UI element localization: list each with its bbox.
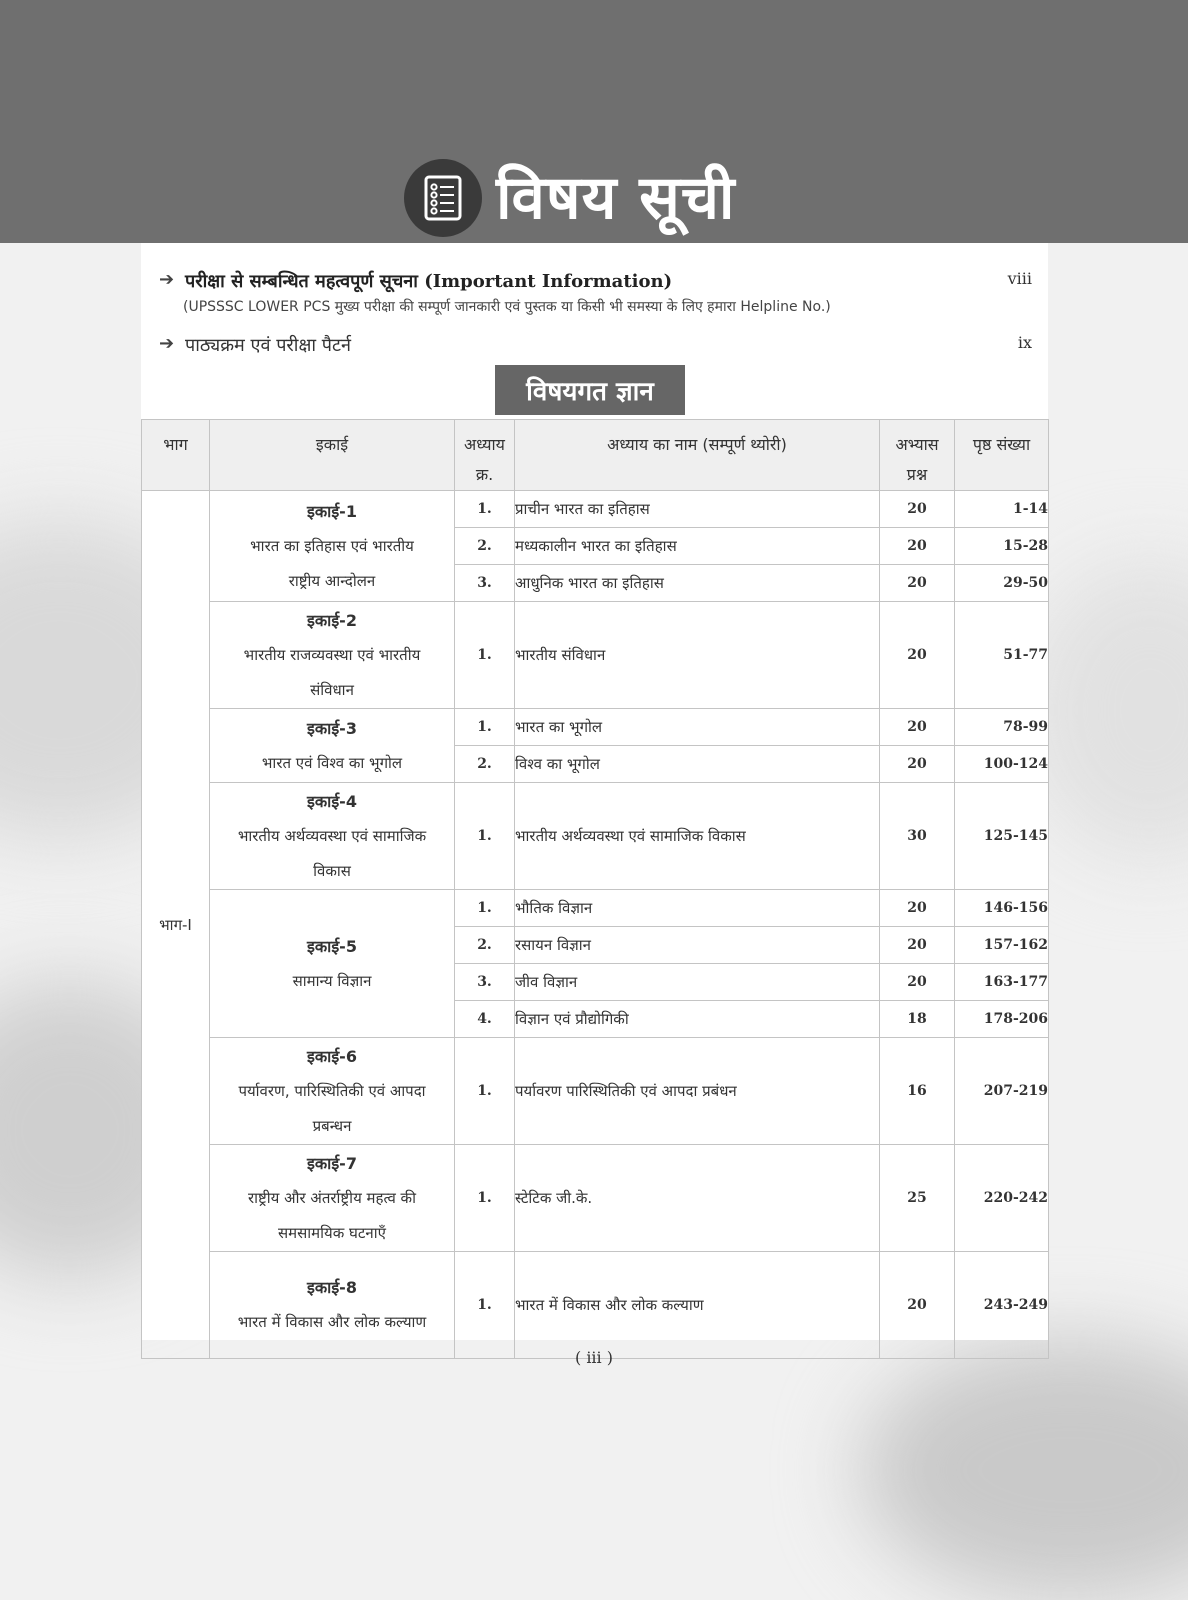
question-count: 20 bbox=[880, 528, 955, 565]
unit-cell bbox=[210, 890, 455, 1038]
chapter-name: मध्यकालीन भारत का इतिहास bbox=[515, 528, 880, 565]
info-page-number: ix bbox=[1017, 333, 1032, 352]
table-row bbox=[142, 1252, 1049, 1359]
unit-cell bbox=[210, 1145, 455, 1252]
page-range: 220-242 bbox=[955, 1145, 1049, 1252]
table-row bbox=[142, 783, 1049, 890]
col-header-questions: अभ्यास प्रश्न bbox=[880, 420, 955, 491]
unit-name: इकाई-2 bbox=[307, 610, 357, 630]
question-count: 20 bbox=[880, 565, 955, 602]
chapter-number: 1. bbox=[455, 602, 515, 709]
col-header-unit: इकाई bbox=[210, 420, 455, 491]
bhag-cell: भाग-I bbox=[142, 491, 210, 1359]
chapter-number: 2. bbox=[455, 746, 515, 783]
page-range: 125-145 bbox=[955, 783, 1049, 890]
unit-name: इकाई-6 bbox=[307, 1046, 357, 1066]
chapter-name: भारतीय संविधान bbox=[515, 602, 880, 709]
unit-title-line: समसामयिक घटनाएँ bbox=[278, 1223, 386, 1242]
chapter-number: 1. bbox=[455, 1145, 515, 1252]
question-count: 20 bbox=[880, 746, 955, 783]
page-range: 243-249 bbox=[955, 1252, 1049, 1359]
table-row bbox=[142, 602, 1049, 709]
page-range: 157-162 bbox=[955, 927, 1049, 964]
unit-name: इकाई-8 bbox=[307, 1278, 357, 1297]
info-page-number: viii bbox=[1007, 269, 1032, 288]
question-count: 20 bbox=[880, 964, 955, 1001]
table-row bbox=[142, 890, 1049, 927]
chapter-number: 1. bbox=[455, 491, 515, 528]
table-row bbox=[142, 1145, 1049, 1252]
col-header-chapter-no: अध्याय क्र. bbox=[455, 420, 515, 491]
unit-cell bbox=[210, 1252, 455, 1359]
question-count: 20 bbox=[880, 491, 955, 528]
unit-name: इकाई-3 bbox=[307, 718, 357, 738]
unit-title-line: भारत का इतिहास एवं भारतीय bbox=[250, 536, 414, 555]
col-header-bhag: भाग bbox=[142, 420, 210, 491]
chapter-number: 1. bbox=[455, 783, 515, 890]
list-document-icon bbox=[404, 159, 482, 237]
unit-title-line: राष्ट्रीय आन्दोलन bbox=[288, 571, 376, 590]
chapter-number: 1. bbox=[455, 890, 515, 927]
chapter-number: 4. bbox=[455, 1001, 515, 1038]
chapter-name: स्टेटिक जी.के. bbox=[515, 1145, 880, 1252]
chapter-name: विश्व का भूगोल bbox=[515, 746, 880, 783]
page-range: 100-124 bbox=[955, 746, 1049, 783]
table-row bbox=[142, 709, 1049, 746]
unit-name: इकाई-1 bbox=[307, 501, 357, 521]
unit-title-line: संविधान bbox=[310, 680, 354, 699]
page-range: 29-50 bbox=[955, 565, 1049, 602]
unit-name: इकाई-7 bbox=[307, 1153, 357, 1173]
title-block bbox=[404, 156, 735, 240]
unit-title-line: विकास bbox=[313, 861, 351, 880]
unit-title-line: पर्यावरण, पारिस्थितिकी एवं आपदा bbox=[238, 1081, 426, 1100]
question-count: 20 bbox=[880, 1252, 955, 1359]
unit-name: इकाई-5 bbox=[307, 936, 357, 956]
question-count: 20 bbox=[880, 709, 955, 746]
chapter-number: 3. bbox=[455, 565, 515, 602]
page-range: 78-99 bbox=[955, 709, 1049, 746]
page-range: 163-177 bbox=[955, 964, 1049, 1001]
section-heading: विषयगत ज्ञान bbox=[495, 365, 685, 415]
page-title: विषय सूची bbox=[496, 163, 736, 233]
page-number-footer: ( iii ) bbox=[574, 1348, 613, 1367]
chapter-name: जीव विज्ञान bbox=[515, 964, 880, 1001]
chapter-number: 1. bbox=[455, 1252, 515, 1359]
unit-title-line: सामान्य विज्ञान bbox=[292, 971, 372, 990]
page-range: 51-77 bbox=[955, 602, 1049, 709]
page-range: 178-206 bbox=[955, 1001, 1049, 1038]
page-range: 146-156 bbox=[955, 890, 1049, 927]
unit-cell bbox=[210, 709, 455, 783]
chapter-number: 1. bbox=[455, 709, 515, 746]
unit-name: इकाई-4 bbox=[307, 791, 357, 811]
unit-title-line: प्रबन्धन bbox=[312, 1116, 352, 1135]
page-range: 207-219 bbox=[955, 1038, 1049, 1145]
question-count: 20 bbox=[880, 602, 955, 709]
info-title: पाठ्यक्रम एवं परीक्षा पैटर्न bbox=[185, 335, 352, 356]
unit-title-line: भारत एवं विश्व का भूगोल bbox=[261, 753, 403, 772]
unit-title-line: भारतीय राजव्यवस्था एवं भारतीय bbox=[243, 645, 421, 664]
unit-title-line: भारतीय अर्थव्यवस्था एवं सामाजिक bbox=[237, 826, 427, 845]
question-count: 18 bbox=[880, 1001, 955, 1038]
unit-cell bbox=[210, 1038, 455, 1145]
question-count: 25 bbox=[880, 1145, 955, 1252]
chapter-number: 2. bbox=[455, 528, 515, 565]
col-header-pages: पृष्ठ संख्या bbox=[955, 420, 1049, 491]
contents-panel bbox=[141, 243, 1048, 1340]
question-count: 30 bbox=[880, 783, 955, 890]
background-shade bbox=[860, 1340, 1188, 1600]
table-row bbox=[142, 491, 1049, 528]
col-header-chapter-name: अध्याय का नाम (सम्पूर्ण थ्योरी) bbox=[515, 420, 880, 491]
info-title: परीक्षा से सम्बन्धित महत्वपूर्ण सूचना (Important Information) bbox=[185, 271, 673, 292]
table-header-row bbox=[142, 420, 1049, 491]
arrow-right-icon: ➔ bbox=[159, 333, 175, 354]
chapter-name: पर्यावरण पारिस्थितिकी एवं आपदा प्रबंधन bbox=[515, 1038, 880, 1145]
chapter-number: 3. bbox=[455, 964, 515, 1001]
arrow-right-icon: ➔ bbox=[159, 269, 175, 290]
table-row bbox=[142, 1038, 1049, 1145]
chapter-name: रसायन विज्ञान bbox=[515, 927, 880, 964]
chapter-number: 1. bbox=[455, 1038, 515, 1145]
info-note: (UPSSSC LOWER PCS मुख्य परीक्षा की सम्पूर्ण जानकारी एवं पुस्तक या किसी भी समस्या के लिए हमारा Helpline No.) bbox=[183, 299, 831, 315]
page-range: 1-14 bbox=[955, 491, 1049, 528]
chapter-name: भारत का भूगोल bbox=[515, 709, 880, 746]
unit-cell bbox=[210, 491, 455, 602]
unit-cell bbox=[210, 602, 455, 709]
unit-cell bbox=[210, 783, 455, 890]
chapter-name: भारतीय अर्थव्यवस्था एवं सामाजिक विकास bbox=[515, 783, 880, 890]
chapter-name: भौतिक विज्ञान bbox=[515, 890, 880, 927]
contents-table bbox=[141, 419, 1049, 1359]
chapter-name: प्राचीन भारत का इतिहास bbox=[515, 491, 880, 528]
question-count: 20 bbox=[880, 890, 955, 927]
question-count: 20 bbox=[880, 927, 955, 964]
chapter-name: भारत में विकास और लोक कल्याण bbox=[515, 1252, 880, 1359]
chapter-name: विज्ञान एवं प्रौद्योगिकी bbox=[515, 1001, 880, 1038]
page-range: 15-28 bbox=[955, 528, 1049, 565]
unit-title-line: राष्ट्रीय और अंतर्राष्ट्रीय महत्व की bbox=[248, 1188, 416, 1207]
header-band bbox=[0, 0, 1188, 243]
question-count: 16 bbox=[880, 1038, 955, 1145]
chapter-name: आधुनिक भारत का इतिहास bbox=[515, 565, 880, 602]
chapter-number: 2. bbox=[455, 927, 515, 964]
unit-title-line: भारत में विकास और लोक कल्याण bbox=[237, 1313, 427, 1331]
